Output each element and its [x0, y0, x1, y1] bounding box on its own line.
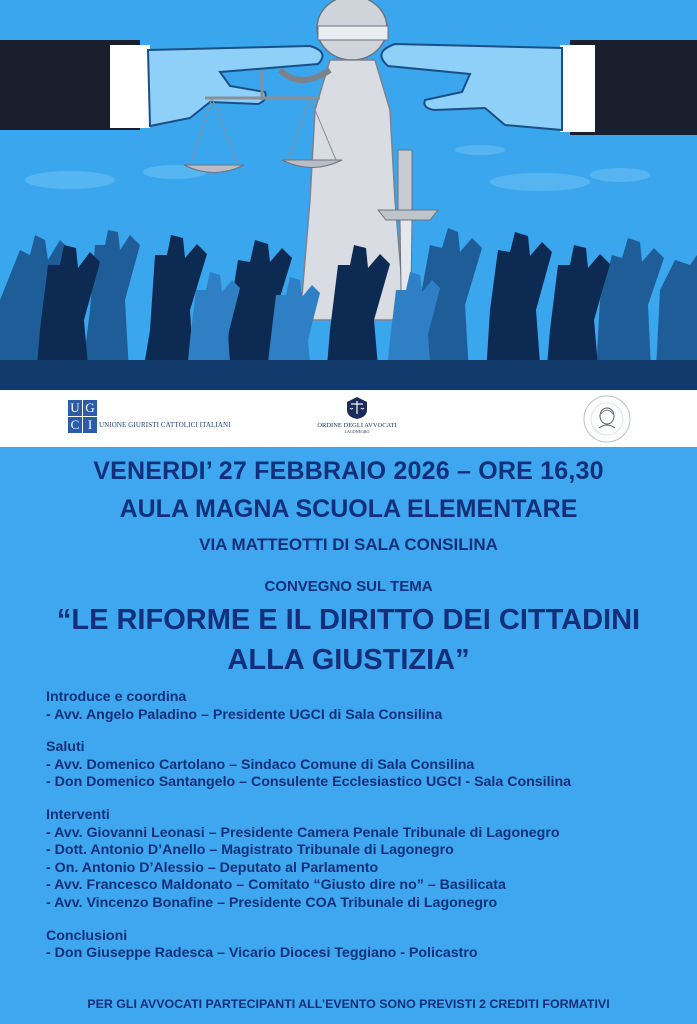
event-content — [0, 447, 697, 1024]
interventi-item: - Avv. Francesco Maldonato – Comitato “Giusto dire no” – Basilicata — [46, 877, 506, 894]
ordine-avvocati-name: ORDINE DEGLI AVVOCATI — [317, 422, 397, 429]
event-title-line-2: ALLA GIUSTIZIA” — [227, 644, 470, 676]
ugci-name: UNIONE GIURISTI CATTOLICI ITALIANI — [99, 421, 231, 429]
hero-illustration — [0, 0, 697, 390]
interventi-item: - On. Antonio D’Alessio – Deputato al Parlamento — [46, 859, 379, 876]
ordine-avvocati-logo — [316, 396, 398, 442]
event-street: VIA MATTEOTTI DI SALA CONSILINA — [199, 535, 498, 554]
interventi-item: - Dott. Antonio D’Anello – Magistrato Tribunale di Lagonegro — [46, 842, 454, 859]
ugci-monogram — [68, 400, 97, 434]
saluti-heading: Saluti — [46, 739, 85, 756]
ugci-letter-c: C — [68, 417, 82, 433]
program-list — [46, 689, 686, 963]
ugci-logo — [68, 400, 231, 436]
event-title-line-1: “LE RIFORME E IL DIRITTO DEI CITTADINI — [56, 604, 641, 636]
ordine-avvocati-place: LAGONEGRO — [344, 429, 370, 434]
interventi-item: - Avv. Giovanni Leonasi – Presidente Camera Penale Tribunale di Lagonegro — [46, 824, 560, 841]
scales-emblem-icon — [346, 396, 368, 420]
interventi-heading: Interventi — [46, 806, 110, 823]
saluti-item: - Avv. Domenico Cartolano – Sindaco Comune di Sala Consilina — [46, 756, 475, 773]
interventi-item: - Avv. Vincenzo Bonafine – Presidente COA Tribunale di Lagonegro — [46, 894, 498, 911]
justice-illustration — [0, 0, 697, 390]
ugci-letter-i: I — [83, 417, 97, 433]
intro-heading: Introduce e coordina — [46, 689, 187, 705]
convegno-label: CONVEGNO SUL TEMA — [264, 578, 433, 595]
event-venue: AULA MAGNA SCUOLA ELEMENTARE — [119, 495, 578, 523]
conclusioni-heading: Conclusioni — [46, 927, 128, 944]
seal-portrait-icon — [581, 394, 633, 444]
camera-penale-seal — [581, 394, 633, 444]
ugci-letter-u: U — [68, 400, 82, 416]
logos-band — [0, 390, 697, 447]
conclusioni-item: - Don Giuseppe Radesca – Vicario Diocesi Teggiano - Policastro — [46, 945, 478, 962]
saluti-item: - Don Domenico Santangelo – Consulente Ecclesiastico UGCI - Sala Consilina — [46, 774, 572, 791]
credits-note: PER GLI AVVOCATI PARTECIPANTI ALL’EVENTO SONO PREVISTI 2 CREDITI FORMATIVI — [87, 997, 610, 1011]
event-date: VENERDI’ 27 FEBBRAIO 2026 – ORE 16,30 — [93, 457, 604, 485]
ugci-letter-g: G — [83, 400, 97, 416]
intro-item: - Avv. Angelo Paladino – Presidente UGCI di Sala Consilina — [46, 706, 443, 723]
